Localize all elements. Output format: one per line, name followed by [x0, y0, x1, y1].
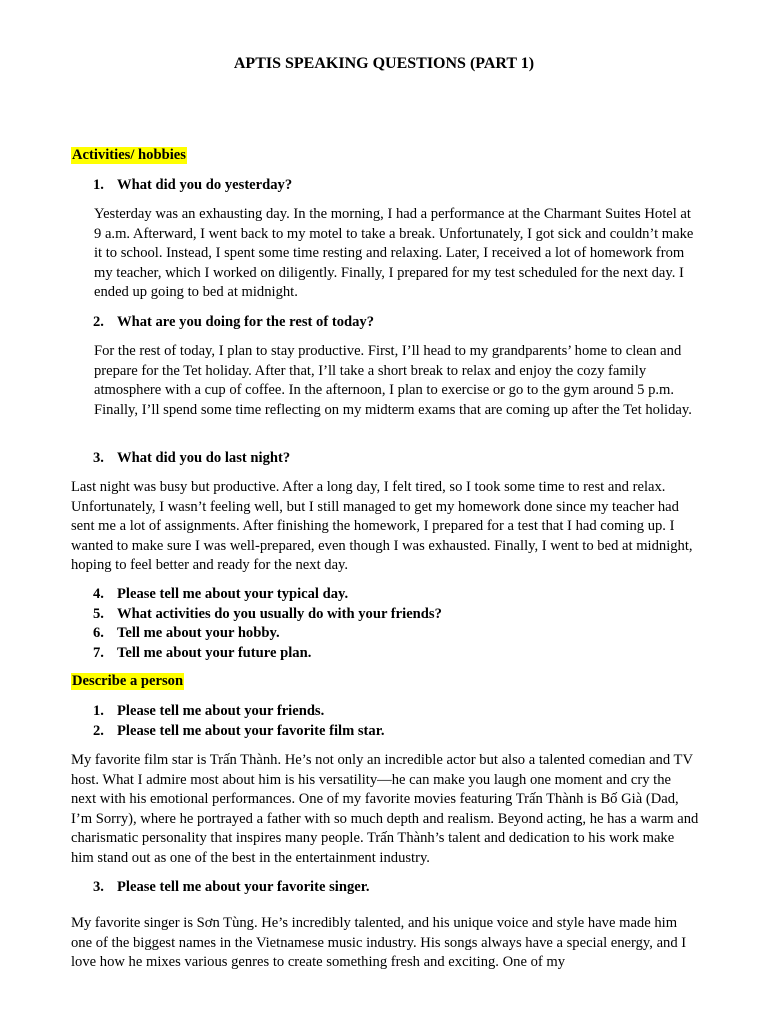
question-text: What did you do last night? — [117, 450, 291, 466]
list-item — [93, 605, 442, 625]
question-text: Tell me about your hobby. — [117, 625, 280, 641]
question-number: 7. — [93, 644, 104, 661]
question-1 — [93, 176, 292, 196]
list-item — [93, 702, 385, 722]
answer-paragraph-2: For the rest of today, I plan to stay productive. First, I’ll head to my grandparents’ home to clean and prepare for the Tet holiday. After that, I’ll take a short break to relax and enjoy the cozy family atmosphere with a cup of coffee. In the afternoon, I plan to exercise or go to the gym around 5 p.m. Finally, I’ll spend some time reflecting on my midterm exams that are coming up after the Tet holiday. — [94, 343, 692, 418]
answer-paragraph-1: Yesterday was an exhausting day. In the morning, I had a performance at the Charmant Suites Hotel at 9 a.m. Afterward, I went back to my motel to take a break. Unfortunately, I got sick and couldn’t make it to school. Instead, I spent some time resting and relaxing. Later, I received a lot of homework from my teacher, which I worked on diligently. Finally, I prepared for my test scheduled for the next day. I ended up going to bed at midnight. — [94, 206, 694, 300]
question-number: 2. — [93, 722, 104, 739]
question-number: 2. — [93, 314, 104, 330]
question-text: Please tell me about your friends. — [117, 703, 325, 719]
question-text: Please tell me about your favorite film star. — [117, 722, 385, 739]
question-number: 4. — [93, 586, 104, 602]
question-text: What did you do yesterday? — [117, 177, 293, 193]
section-heading-activities: Activities/ hobbies — [72, 147, 186, 163]
document-title: APTIS SPEAKING QUESTIONS (PART 1) — [233, 55, 535, 72]
question-3-singer — [93, 878, 370, 898]
question-number: 5. — [93, 605, 104, 622]
list-item — [93, 644, 442, 664]
question-number: 3. — [93, 450, 104, 466]
answer-paragraph-film-star: My favorite film star is Trấn Thành. He’s not only an incredible actor but also a talented comedian and TV host. What I admire most about him is his versatility—he can make you laugh one moment and cry the next with his emotional performances. One of my favorite movies featuring Trấn Thành is Bố Già (Dad, I’m Sorry), where he portrayed a father with so much depth and realism. Beyond acting, he has a warm and charismatic personality that inspires many people. Trấn Thành’s talent and dedication to his work make him stand out as one of the best in the entertainment industry. — [71, 752, 699, 866]
list-item — [93, 624, 442, 644]
question-list-more — [93, 585, 442, 663]
question-text: Please tell me about your typical day. — [117, 586, 349, 602]
list-item — [93, 722, 385, 742]
question-number: 3. — [93, 879, 104, 895]
answer-paragraph-3: Last night was busy but productive. After a long day, I felt tired, so I took some time to rest and relax. Unfortunately, I wasn’t feeling well, but I still managed to get my homework done since my teacher had sent me a lot of assignments. After finishing the homework, I prepared for a test that I had coming up. I wanted to make sure I was well-prepared, even though I was exhausted. Finally, I went to bed at midnight, hoping to feel better and ready for the next day. — [71, 479, 693, 573]
question-number: 1. — [93, 703, 104, 719]
question-3 — [93, 449, 290, 469]
list-item — [93, 585, 442, 605]
question-text: What are you doing for the rest of today? — [117, 314, 375, 330]
question-text: Tell me about your future plan. — [117, 644, 312, 661]
question-number: 6. — [93, 625, 104, 641]
question-2 — [93, 313, 374, 333]
question-number: 1. — [93, 177, 104, 193]
question-text: Please tell me about your favorite singer. — [117, 879, 370, 895]
section-heading-describe-person: Describe a person — [72, 673, 184, 689]
answer-paragraph-singer: My favorite singer is Sơn Tùng. He’s incredibly talented, and his unique voice and style have made him one of the biggest names in the Vietnamese music industry. His songs always have a special energy, and I love how he mixes various genres to create something fresh and exciting. One of my — [71, 915, 687, 970]
question-text: What activities do you usually do with your friends? — [117, 605, 442, 622]
question-list-person — [93, 702, 385, 741]
